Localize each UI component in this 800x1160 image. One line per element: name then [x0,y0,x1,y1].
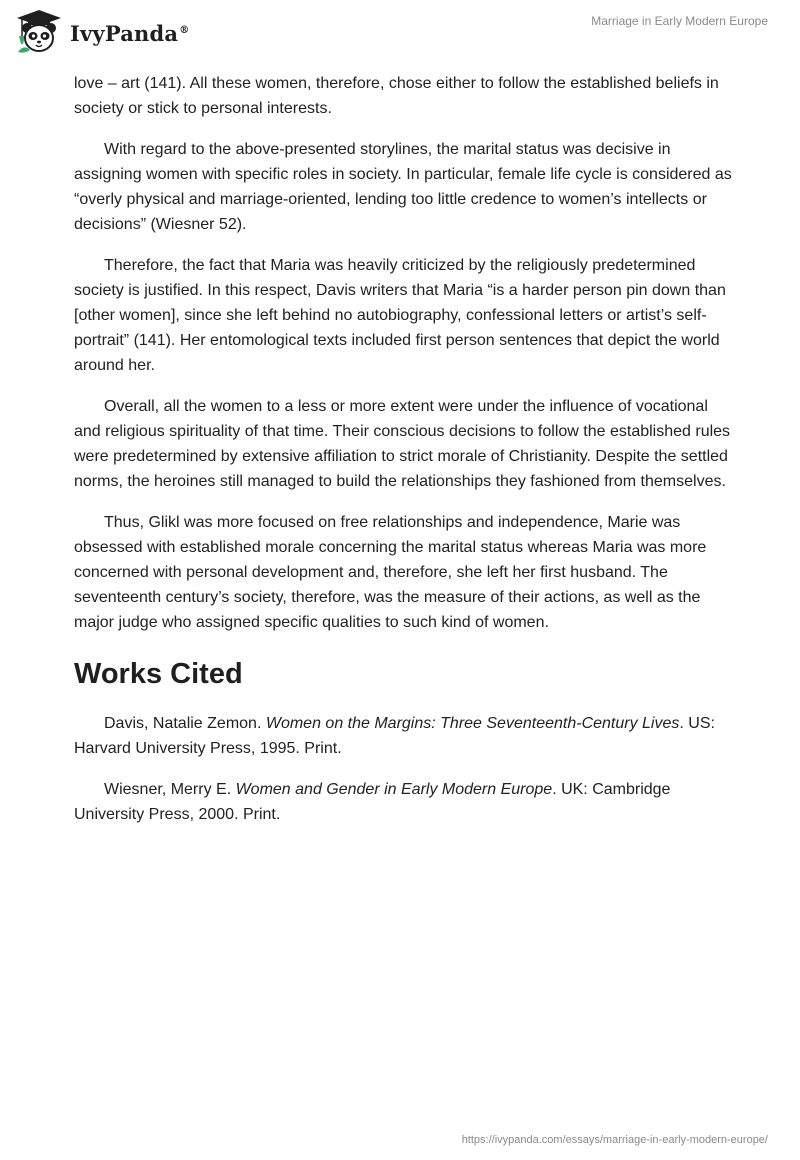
body-paragraph: Overall, all the women to a less or more extent were under the influence of vocational and religious spirituality of that time. Their conscious decisions to follow the established rules were predetermined by extensive affiliation to strict morale of Christianity. Despite the settled norms, the heroines still managed to build the relationships they fashioned from themselves. [74,398,731,490]
citation-publisher: . US: Harvard University Press, 1995. Print. [74,715,715,757]
citation-author: Wiesner, Merry E. [104,781,236,798]
brand-registered-mark: ® [179,24,190,36]
citation-title: Women on the Margins: Three Seventeenth-Century Lives [265,715,680,732]
body-paragraph: With regard to the above-presented storylines, the marital status was decisive in assigning women with specific roles in society. In particular, female life cycle is considered as “overly physical and marriage-oriented, lending too little credence to women’s intellects or decisions” (Wiesner 52). [74,141,732,233]
running-title: Marriage in Early Modern Europe [591,14,768,28]
brand-name: IvyPanda® [70,20,190,46]
brand-logo[interactable] [14,8,189,56]
citation-author: Davis, Natalie Zemon. [104,715,266,732]
citation-entry [74,777,734,827]
body-paragraph: Therefore, the fact that Maria was heavily criticized by the religiously predetermined society is justified. In this respect, Davis writers that Maria “is a harder person pin down than [other women], since she left behind no autobiography, confessional letters or artist’s self-portrait” (141). Her entomological texts included first person sentences that depict the world around her. [74,257,726,374]
essay-content [74,71,734,843]
citation-publisher: . UK: Cambridge University Press, 2000. Print. [74,781,671,823]
page-header [0,0,800,66]
panda-graduate-icon [14,8,64,56]
body-paragraph: Thus, Glikl was more focused on free relationships and independence, Marie was obsessed with established morale concerning the marital status whereas Maria was more concerned with personal development and, therefore, she left her first husband. The seventeenth century’s society, therefore, was the measure of their actions, as well as the major judge who assigned specific qualities to such kind of women. [74,514,707,631]
citation-title: Women and Gender in Early Modern Europe [235,781,553,798]
citation-entry [74,711,734,761]
source-url-link[interactable]: https://ivypanda.com/essays/marriage-in-early-modern-europe/ [461,1134,768,1146]
body-paragraph: love – art (141). All these women, therefore, chose either to follow the established beliefs in society or stick to personal interests. [74,75,719,117]
works-cited-heading: Works Cited [74,658,243,690]
